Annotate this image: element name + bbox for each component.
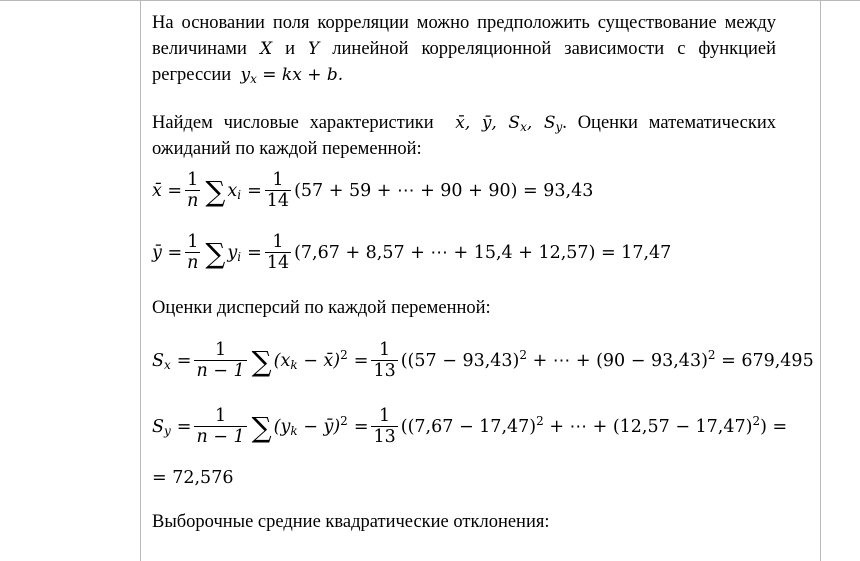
eq-ybar-result: (7,67 + 8,57 + ⋯ + 15,4 + 12,57) = 17,47 [294,242,672,263]
sum-symbol: ∑ [251,344,272,378]
eq-ybar-equals: = [247,242,262,263]
var-y: Y [308,39,320,59]
eq-sx-frac1: $\frac{1}{n - 1}$ [196,340,245,381]
sum-symbol: ∑ [205,174,226,208]
eq-ybar-frac2: $\frac{1}{14}$ [266,232,290,273]
equation-y-mean [152,232,671,273]
document-page [152,10,776,162]
paragraph-correlation [152,10,776,88]
eq-sx-frac2: $\frac{1}{13}$ [373,340,396,381]
eq-sx-lhs: $S_x$ [152,350,171,372]
regression-lhs: $y_x$ [240,65,257,86]
eq-xbar-equals: = [247,180,262,201]
p1-and: и [285,39,295,59]
paragraph-std-dev: Выборочные средние квадратические отклонения: [152,512,550,532]
regression-rhs: = kx + b. [256,65,344,85]
p2-symbols: x̄, ȳ, $S_x$, $S_y$ [455,113,563,134]
eq-sx-result: ($(57 - 93,43)^2$ + ⋯ + $(90 - 93,43)^2 = 679,495$ [400,347,814,371]
page-border-right [820,0,821,561]
equation-sx [152,340,814,381]
eq-xbar-frac1: $\frac{1}{n}$ [187,170,199,211]
eq-xbar-term: $x_i$ [227,180,242,202]
eq-sy-result: ($(7,67 - 17,47)^2$ + ⋯ + $(12,57 - 17,47)^2$) = [400,413,788,437]
eq-xbar-frac2: $\frac{1}{14}$ [266,170,290,211]
eq-sx-equals1: = [176,350,192,371]
p2-text-b: . Оценки математических [562,113,776,133]
equation-sy [152,406,787,447]
eq-sx-equals2: = [353,350,369,371]
equation-sy-result: = 72,576 [152,468,234,488]
eq-sx-term: ($x_k$ − x̄)$^2$ [273,347,348,372]
sum-symbol: ∑ [251,410,272,444]
p2-line2: ожиданий по каждой переменной: [152,139,422,159]
eq-ybar-lhs: ȳ = [152,242,183,263]
sum-symbol: ∑ [205,236,226,270]
page-border-top [0,0,860,1]
eq-ybar-frac1: $\frac{1}{n}$ [187,232,199,273]
p1-line2a: величинами [152,39,247,59]
p2-text-a: Найдем числовые характеристики [152,113,434,133]
eq-xbar-result: (57 + 59 + ⋯ + 90 + 90) = 93,43 [294,180,594,201]
eq-ybar-term: $y_i$ [227,242,242,264]
eq-xbar-lhs: x̄ = [152,180,183,201]
equation-x-mean [152,170,593,211]
var-x: X [259,39,273,59]
paragraph-characteristics [152,110,776,162]
eq-sy-term: ($y_k$ − ȳ)$^2$ [273,413,348,438]
p1-line3: регрессии [152,65,232,85]
eq-sy-frac1: $\frac{1}{n - 1}$ [196,406,245,447]
eq-sy-lhs: $S_y$ [152,416,171,438]
p1-line2b: линейной корреляционной зависимости с функцией [332,39,777,59]
eq-sy-frac2: $\frac{1}{13}$ [373,406,396,447]
paragraph-variances: Оценки дисперсий по каждой переменной: [152,298,491,318]
eq-sy-equals1: = [176,416,192,437]
p1-line1: На основании поля корреляции можно предположить существование между [152,13,776,33]
page-border-left [140,0,141,561]
eq-sy-equals2: = [353,416,369,437]
